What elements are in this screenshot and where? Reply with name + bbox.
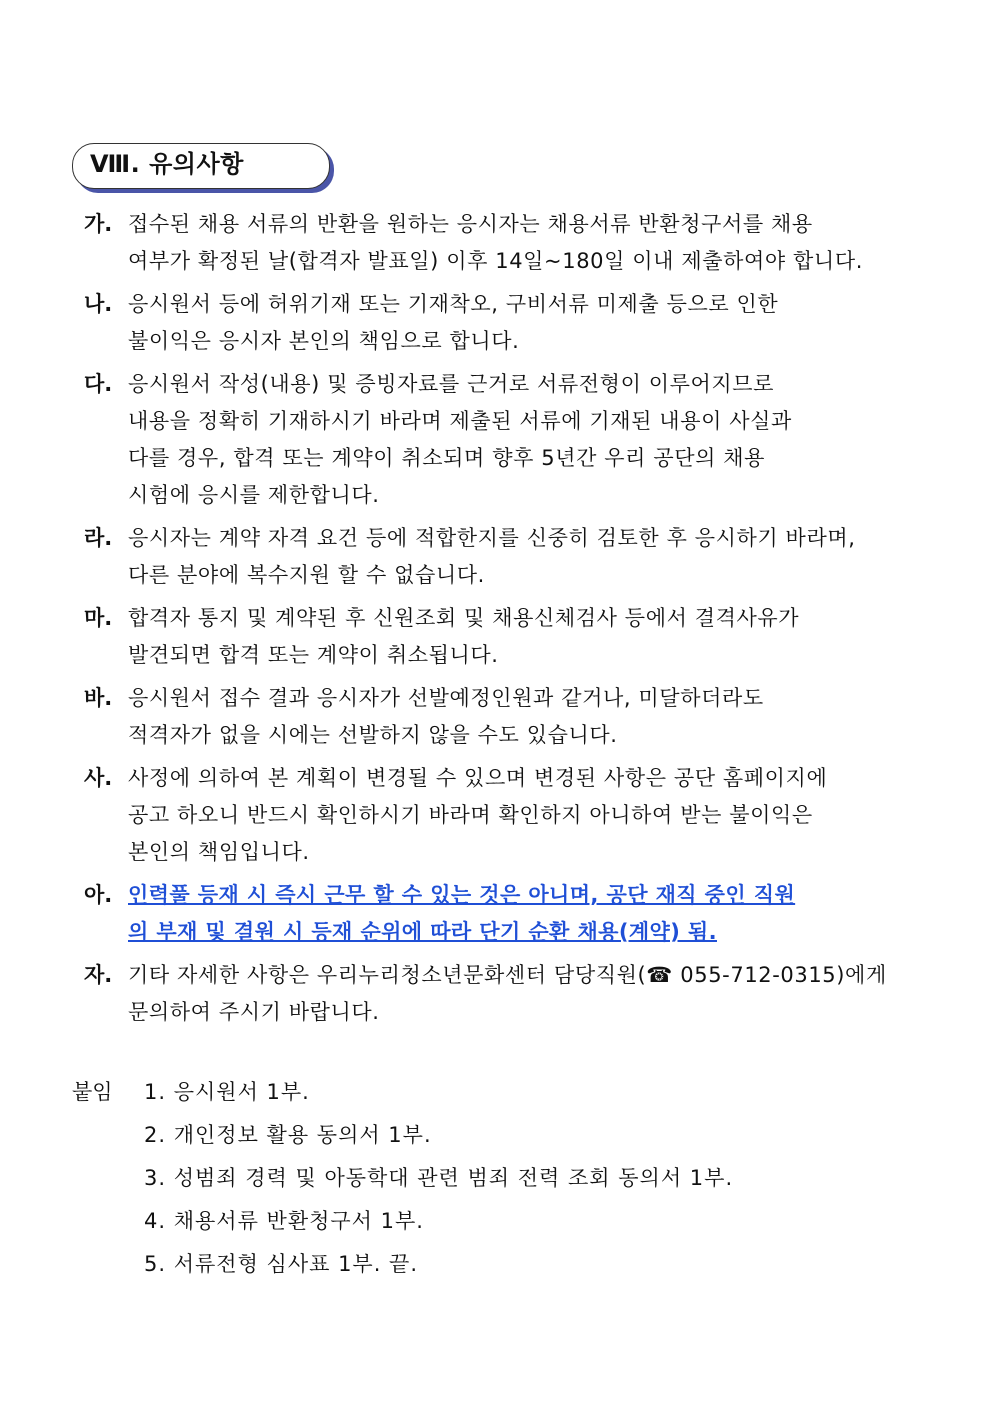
- item-text: 응시자는 계약 자격 요건 등에 적합한지를 신중히 검토한 후 응시하기 바라며, 다른 분야에 복수지원 할 수 없습니다.: [128, 526, 856, 587]
- notice-item: [84, 520, 934, 594]
- section-title: Ⅷ. 유의사항: [90, 150, 244, 178]
- notice-item: [84, 957, 934, 1031]
- notice-item: [84, 680, 934, 754]
- item-marker: 다.: [84, 372, 113, 396]
- attachments-label: 붙임: [72, 1080, 113, 1104]
- notice-item: [84, 206, 934, 280]
- item-marker: 사.: [84, 766, 113, 790]
- item-marker: 아.: [84, 883, 113, 907]
- notice-item-highlighted: [84, 877, 934, 951]
- attachment-item: 1. 응시원서 1부.: [144, 1080, 310, 1104]
- item-marker: 마.: [84, 606, 113, 630]
- notice-item: [84, 600, 934, 674]
- notice-item: [84, 286, 934, 360]
- attachment-item: 3. 성범죄 경력 및 아동학대 관련 범죄 전력 조회 동의서 1부.: [144, 1166, 734, 1190]
- item-text: 사정에 의하여 본 계획이 변경될 수 있으며 변경된 사항은 공단 홈페이지에 공고 하오니 반드시 확인하시기 바라며 확인하지 아니하여 받는 불이익은 본인의 책임입니다.: [128, 766, 828, 864]
- item-text: 응시원서 접수 결과 응시자가 선발예정인원과 같거나, 미달하더라도 적격자가 없을 시에는 선발하지 않을 수도 있습니다.: [128, 686, 764, 747]
- notice-item: [84, 366, 934, 514]
- item-text: 합격자 통지 및 계약된 후 신원조회 및 채용신체검사 등에서 결격사유가 발견되면 합격 또는 계약이 취소됩니다.: [128, 606, 800, 667]
- item-text: 응시원서 등에 허위기재 또는 기재착오, 구비서류 미제출 등으로 인한 불이익은 응시자 본인의 책임으로 합니다.: [128, 292, 779, 353]
- item-text: 응시원서 작성(내용) 및 증빙자료를 근거로 서류전형이 이루어지므로 내용을 정확히 기재하시기 바라며 제출된 서류에 기재된 내용이 사실과 다를 경우, 합격 또는 계약이 취소되며 향후 5년간 우리 공단의 채용 시험에 응시를 제한합니다.: [128, 372, 792, 507]
- attachments-list: [144, 1072, 733, 1287]
- item-marker: 가.: [84, 212, 113, 236]
- attachment-item: 5. 서류전형 심사표 1부. 끝.: [144, 1252, 419, 1276]
- item-text-highlighted: 인력풀 등재 시 즉시 근무 할 수 있는 것은 아니며, 공단 재직 중인 직원 의 부재 및 결원 시 등재 순위에 따라 단기 순환 채용(계약) 됨.: [128, 883, 796, 944]
- attachment-item: 2. 개인정보 활용 동의서 1부.: [144, 1123, 432, 1147]
- item-marker: 나.: [84, 292, 113, 316]
- item-marker: 자.: [84, 963, 113, 987]
- item-text: 접수된 채용 서류의 반환을 원하는 응시자는 채용서류 반환청구서를 채용 여부가 확정된 날(합격자 발표일) 이후 14일~180일 이내 제출하여야 합니다.: [128, 212, 863, 273]
- notice-list: [84, 206, 934, 1037]
- item-marker: 라.: [84, 526, 113, 550]
- attachment-item: 4. 채용서류 반환청구서 1부.: [144, 1209, 424, 1233]
- item-text: 기타 자세한 사항은 우리누리청소년문화센터 담당직원(☎ 055-712-0315)에게 문의하여 주시기 바랍니다.: [128, 963, 887, 1024]
- notice-item: [84, 760, 934, 871]
- item-marker: 바.: [84, 686, 113, 710]
